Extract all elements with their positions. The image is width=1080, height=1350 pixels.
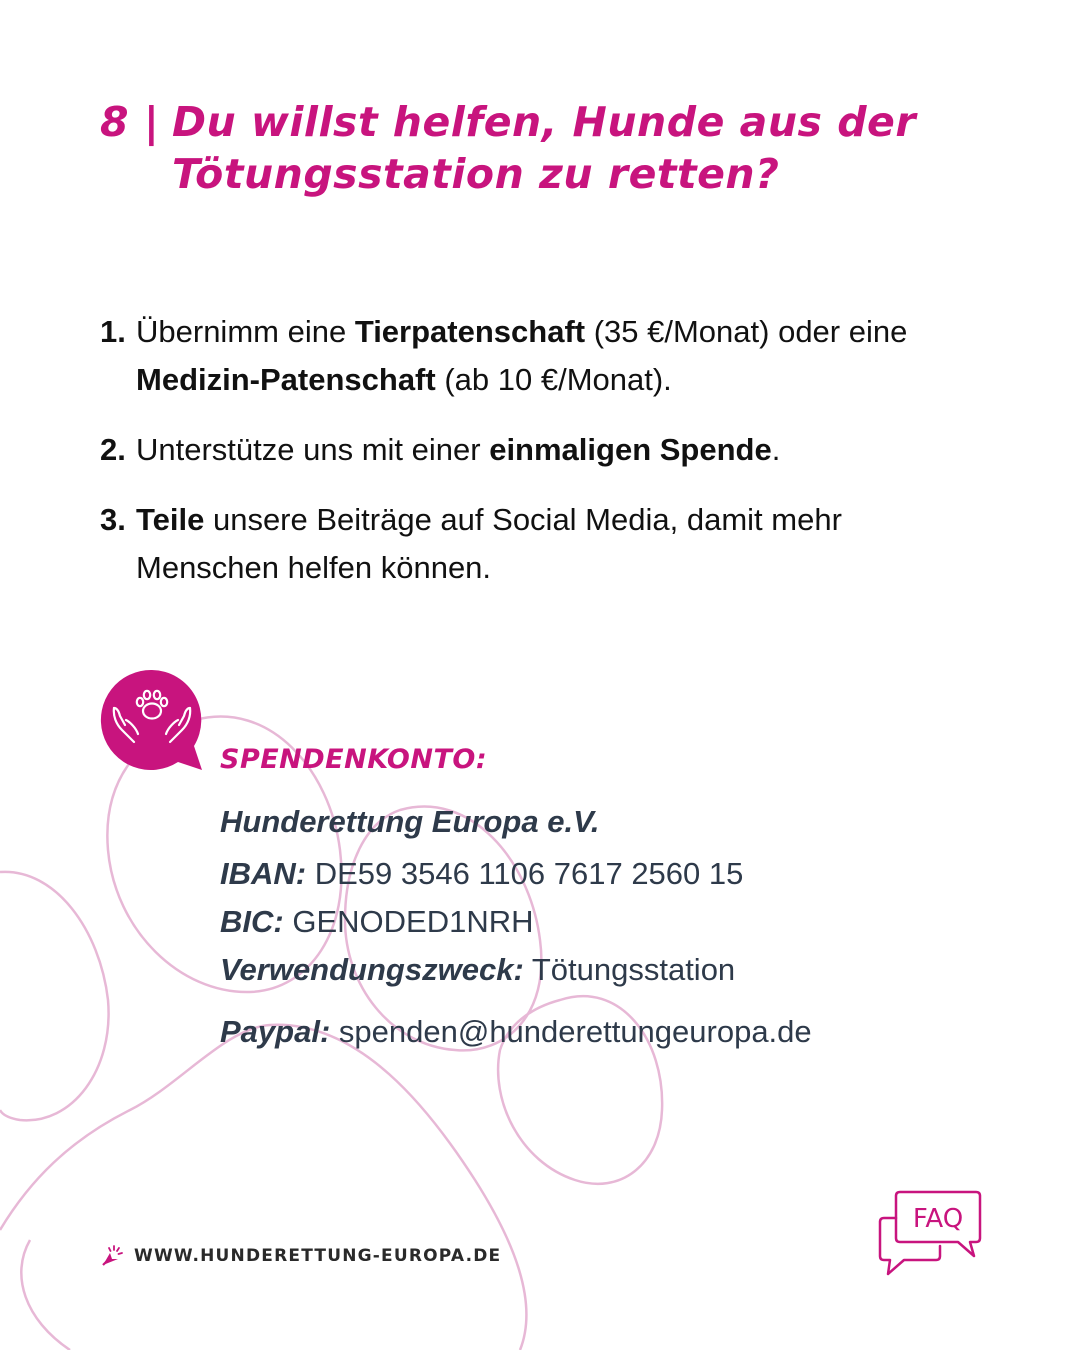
step-text-part: . <box>771 432 781 467</box>
page-title <box>100 96 1000 200</box>
step-bold-part: einmaligen Spende <box>489 432 772 467</box>
paypal-label: Paypal: <box>220 1014 331 1049</box>
step-number: 3. <box>100 502 126 537</box>
donation-account <box>220 738 980 1056</box>
website-url: WWW.HUNDERETTUNG-EUROPA.DE <box>134 1246 502 1266</box>
bic-row <box>220 898 980 946</box>
paw-in-hands-icon <box>100 668 204 772</box>
step-bold-part: Tierpatenschaft <box>354 314 586 349</box>
iban-row <box>220 850 980 898</box>
bic-value: GENODED1NRH <box>292 904 534 939</box>
list-item <box>100 426 980 474</box>
step-text-part: (35 €/Monat) oder eine <box>585 314 908 349</box>
paypal-value: spenden@hunderettungeuropa.de <box>338 1014 812 1049</box>
step-text-part: (ab 10 €/Monat). <box>435 362 672 397</box>
step-bold-part: Teile <box>136 502 205 537</box>
title-number: 8 <box>100 98 130 146</box>
cursor-click-icon <box>100 1244 124 1268</box>
step-text-part: Unterstütze uns mit einer <box>136 432 490 467</box>
paypal-row <box>220 1008 980 1056</box>
list-item <box>100 308 980 404</box>
step-bold-part: Medizin-Patenschaft <box>136 362 436 397</box>
step-text <box>136 426 780 474</box>
faq-label: FAQ <box>912 1204 964 1234</box>
step-text-part: unsere Beiträge auf Social Media, damit mehr Menschen helfen können. <box>136 502 842 585</box>
account-heading: SPENDENKONTO: <box>220 744 488 775</box>
bic-label: BIC: <box>220 904 284 939</box>
step-text <box>136 308 980 404</box>
step-number: 2. <box>100 432 126 467</box>
title-line-1: Du willst helfen, Hunde aus der <box>172 98 917 146</box>
purpose-row <box>220 946 980 994</box>
account-organization: Hunderettung Europa e.V. <box>220 804 600 839</box>
help-steps-list <box>100 308 980 614</box>
title-line-2: Tötungsstation zu retten? <box>172 150 780 198</box>
iban-label: IBAN: <box>220 856 307 891</box>
purpose-value: Tötungsstation <box>531 952 736 987</box>
step-text-part: Übernimm eine <box>136 314 355 349</box>
title-separator: | <box>143 98 160 146</box>
iban-value: DE59 3546 1106 7617 2560 15 <box>314 856 744 891</box>
faq-chat-bubbles-icon <box>876 1188 986 1280</box>
website-link[interactable] <box>100 1244 501 1268</box>
step-number: 1. <box>100 314 126 349</box>
step-text <box>136 496 980 592</box>
purpose-label: Verwendungszweck: <box>220 952 524 987</box>
list-item <box>100 496 980 592</box>
